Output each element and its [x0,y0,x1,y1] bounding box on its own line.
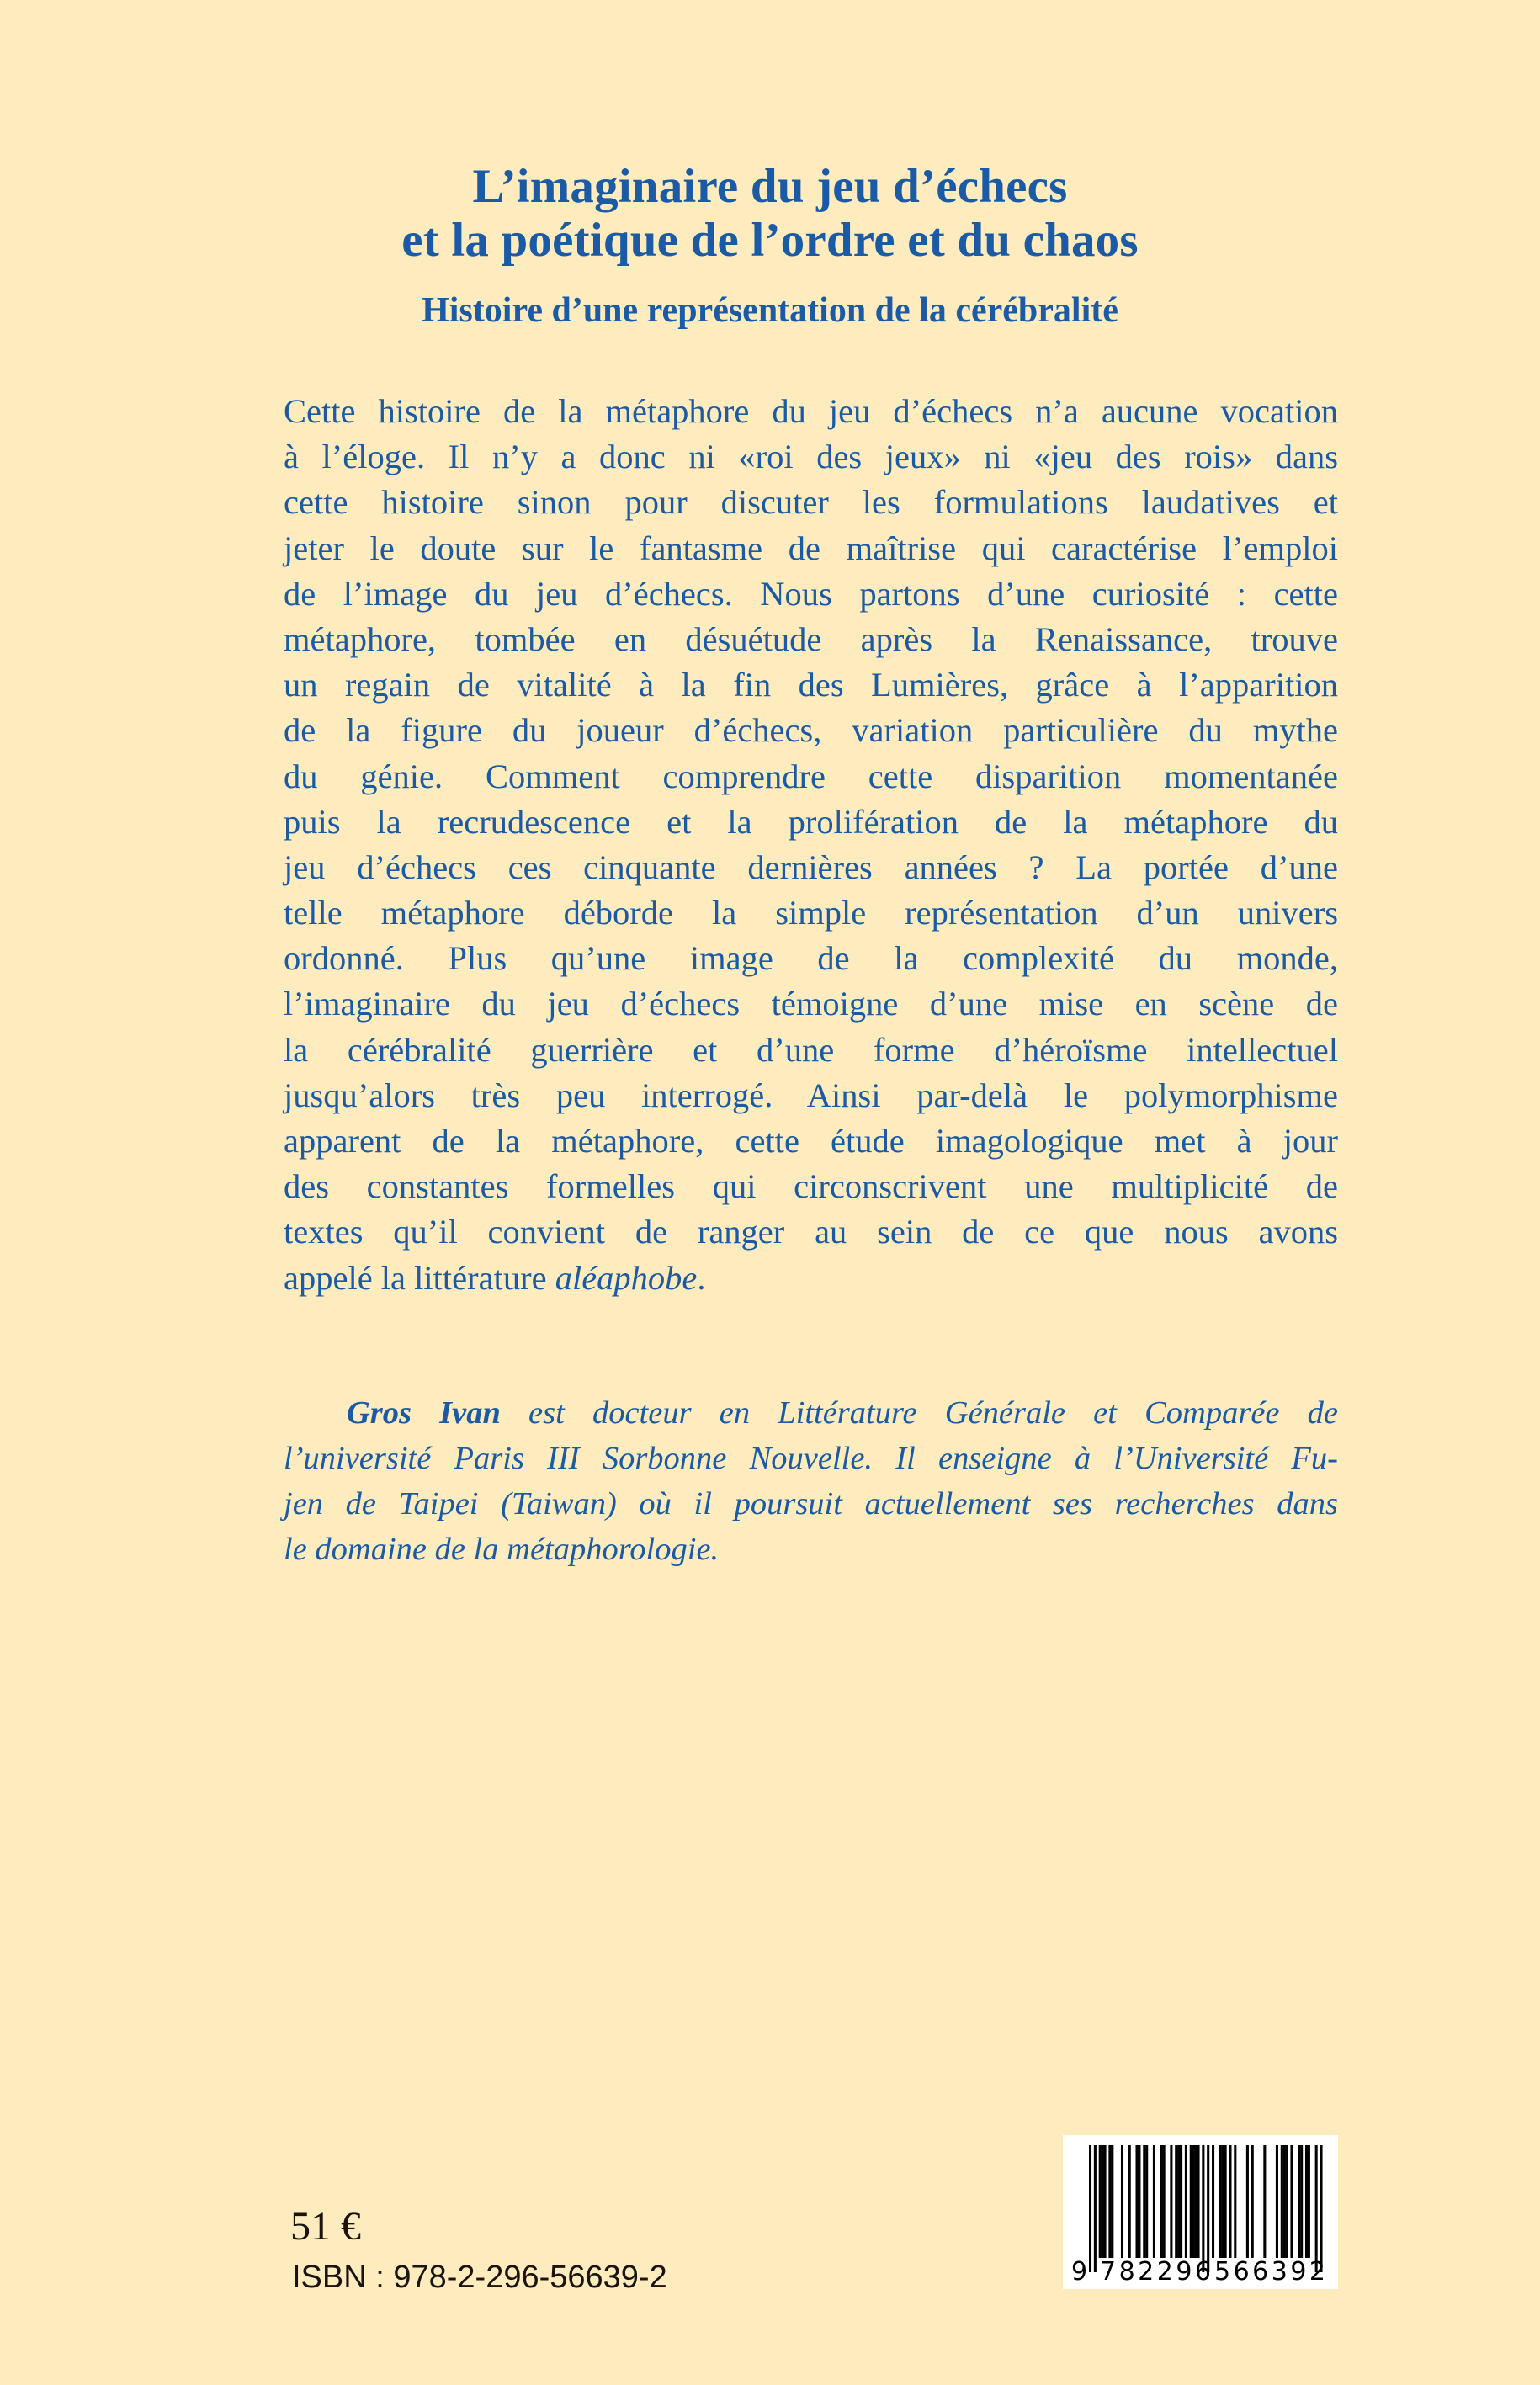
blurb-line: des constantes formelles qui circonscrivent une multiplicité de [284,1167,1338,1206]
blurb-line: textes qu’il convient de ranger au sein de ce que nous avons [284,1213,1338,1251]
price: 51 € [290,2204,361,2249]
isbn: ISBN : 978-2-296-56639-2 [292,2260,667,2295]
blurb-line: cette histoire sinon pour discuter les formulations laudatives et [284,483,1338,522]
blurb-line: à l’éloge. Il n’y a donc ni «roi des jeux» ni «jeu des rois» dans [284,438,1338,476]
author-bio [284,1390,1338,1572]
bio-line: le domaine de la métaphorologie. [284,1532,720,1567]
blurb-line: un regain de vitalité à la fin des Lumières, grâce à l’apparition [284,666,1338,704]
bio-text: est docteur en Littérature Générale et Comparée de [500,1395,1338,1431]
blurb-line: apparent de la métaphore, cette étude imagologique met à jour [284,1122,1338,1160]
blurb-line: l’imaginaire du jeu d’échecs témoigne d’une mise en scène de [284,985,1338,1023]
blurb-last-prefix: appelé la littérature [284,1258,555,1297]
svg-text:9: 9 [1071,2257,1091,2287]
bio-line [284,1390,1338,1436]
bio-line: l’université Paris III Sorbonne Nouvelle. Il enseigne à l’Université Fu- [284,1441,1338,1476]
blurb-line: de l’image du jeu d’échecs. Nous partons d’une curiosité : cette [284,574,1338,613]
bio-line: jen de Taipei (Taiwan) où il poursuit actuellement ses recherches dans [284,1486,1338,1522]
blurb-line: métaphore, tombée en désuétude après la Renaissance, trouve [284,619,1338,658]
book-title-line-2: et la poétique de l’ordre et du chaos [401,214,1139,267]
blurb-line: Cette histoire de la métaphore du jeu d’échecs n’a aucune vocation [284,392,1338,430]
barcode [1063,2135,1338,2289]
blurb-line: la cérébralité guerrière et d’une forme d’héroïsme intellectuel [284,1030,1338,1069]
blurb-line: de la figure du joueur d’échecs, variation particulière du mythe [284,711,1338,750]
blurb-last-suffix: . [697,1258,706,1297]
blurb-line-last [284,1256,1338,1301]
blurb-line: du génie. Comment comprendre cette disparition momentanée [284,757,1338,795]
blurb-line: jeter le doute sur le fantasme de maîtrise qui caractérise l’emploi [284,529,1338,567]
blurb-line: puis la recrudescence et la prolifération de la métaphore du [284,802,1338,841]
blurb-line: jeu d’échecs ces cinquante dernières années ? La portée d’une [284,847,1338,886]
blurb-line: jusqu’alors très peu interrogé. Ainsi par-delà le polymorphisme [284,1076,1338,1114]
blurb [284,389,1338,1301]
blurb-line: telle métaphore déborde la simple représentation d’un univers [284,894,1338,932]
author-name: Gros Ivan [347,1395,501,1431]
svg-text:782296: 782296 [1100,2257,1214,2287]
title-block [0,160,1540,332]
blurb-italic-term: aléaphobe [555,1258,698,1297]
svg-text:566392: 566392 [1214,2257,1329,2287]
book-title-line-1: L’imaginaire du jeu d’échecs [472,160,1068,213]
book-subtitle: Histoire d’une représentation de la cérébralité [422,291,1118,330]
barcode-bars [1063,2135,1338,2289]
blurb-line: ordonné. Plus qu’une image de la complexité du monde, [284,939,1338,978]
